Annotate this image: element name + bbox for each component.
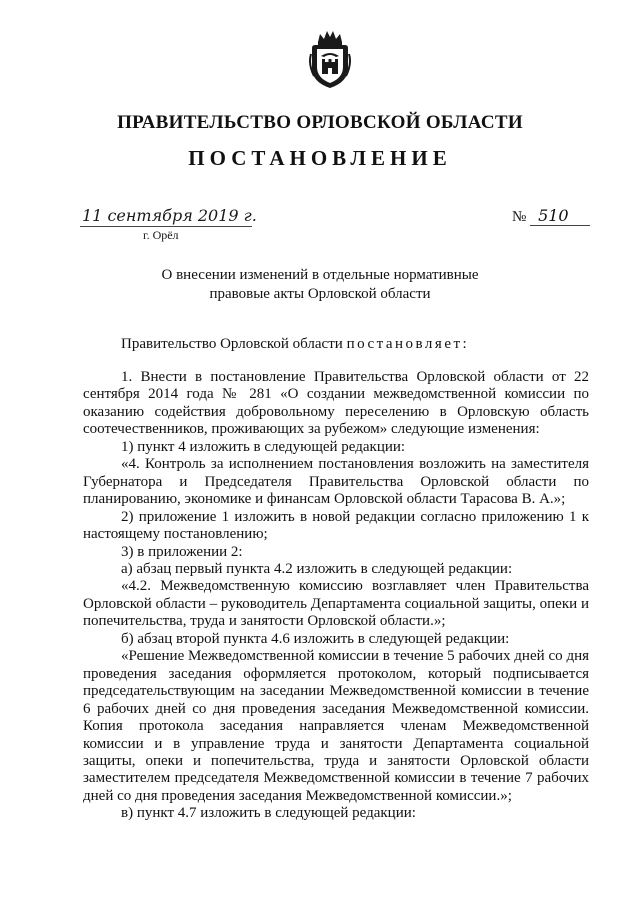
body-paragraph-7: «4.2. Межведомственную комиссию возглавляет член Правительства Орловской области – руководитель Департамента социальной защиты, опеки и попечительства, труда и занятости Орловской области.»; (83, 578, 589, 630)
subject-line-2: правовые акты Орловской области (209, 286, 431, 302)
document-number-block (512, 206, 590, 226)
body-paragraph-1: 1. Внести в постановление Правительства Орловской области от 22 сентября 2014 года № 281 «О создании межведомственной комиссии по оказанию содействия добровольному переселению в Орловскую область соотечественников, проживающих за рубежом» следующие изменения: (83, 369, 589, 438)
document-body (83, 369, 589, 823)
intro-emphasis: постановляет: (346, 336, 470, 352)
resolution-intro (121, 336, 469, 353)
body-paragraph-2: 1) пункт 4 изложить в следующей редакции: (121, 438, 406, 455)
document-type-heading: ПОСТАНОВЛЕНИЕ (188, 146, 452, 170)
subject-line-1: О внесении изменений в отдельные нормативные (161, 267, 479, 283)
organization-title: ПРАВИТЕЛЬСТВО ОРЛОВСКОЙ ОБЛАСТИ (117, 112, 523, 133)
body-paragraph-3: «4. Контроль за исполнением постановления возложить на заместителя Губернатора и Председателя Правительства Орловской области по планированию, экономике и финансам Орловской области Тарасова В. А.»; (83, 456, 589, 508)
document-subject (0, 266, 640, 304)
body-paragraph-5: 3) в приложении 2: (121, 543, 243, 560)
body-paragraph-10: в) пункт 4.7 изложить в следующей редакции: (121, 805, 416, 822)
document-number: 510 (530, 206, 590, 226)
body-paragraph-8: б) абзац второй пункта 4.6 изложить в следующей редакции: (121, 630, 510, 647)
body-paragraph-9: «Решение Межведомственной комиссии в течение 5 рабочих дней со дня проведения заседания оформляется протоколом, который подписывается председательствующим на заседании Межведомственной комиссии в течение 6 рабочих дней со дня проведения заседания Межведомственной комиссии. Копия протокола заседания направляется членам Межведомственной комиссии и в управление труда и занятости Департамента социальной защиты, опеки и попечительства, труда и занятости Орловской области заместителем председателя Межведомственной комиссии в течение 7 рабочих дней со дня проведения заседания Межведомственной комиссии.»; (83, 648, 589, 804)
orel-coat-of-arms-icon (308, 28, 352, 90)
body-paragraph-6: а) абзац первый пункта 4.2 изложить в следующей редакции: (121, 560, 513, 577)
intro-text: Правительство Орловской области (121, 336, 347, 352)
date-underline (80, 226, 252, 227)
document-date: 11 сентября 2019 г. (82, 206, 257, 225)
body-paragraph-4: 2) приложение 1 изложить в новой редакции согласно приложению 1 к настоящему постановлению; (83, 508, 589, 543)
number-label: № (512, 209, 527, 225)
document-city: г. Орёл (143, 228, 179, 242)
